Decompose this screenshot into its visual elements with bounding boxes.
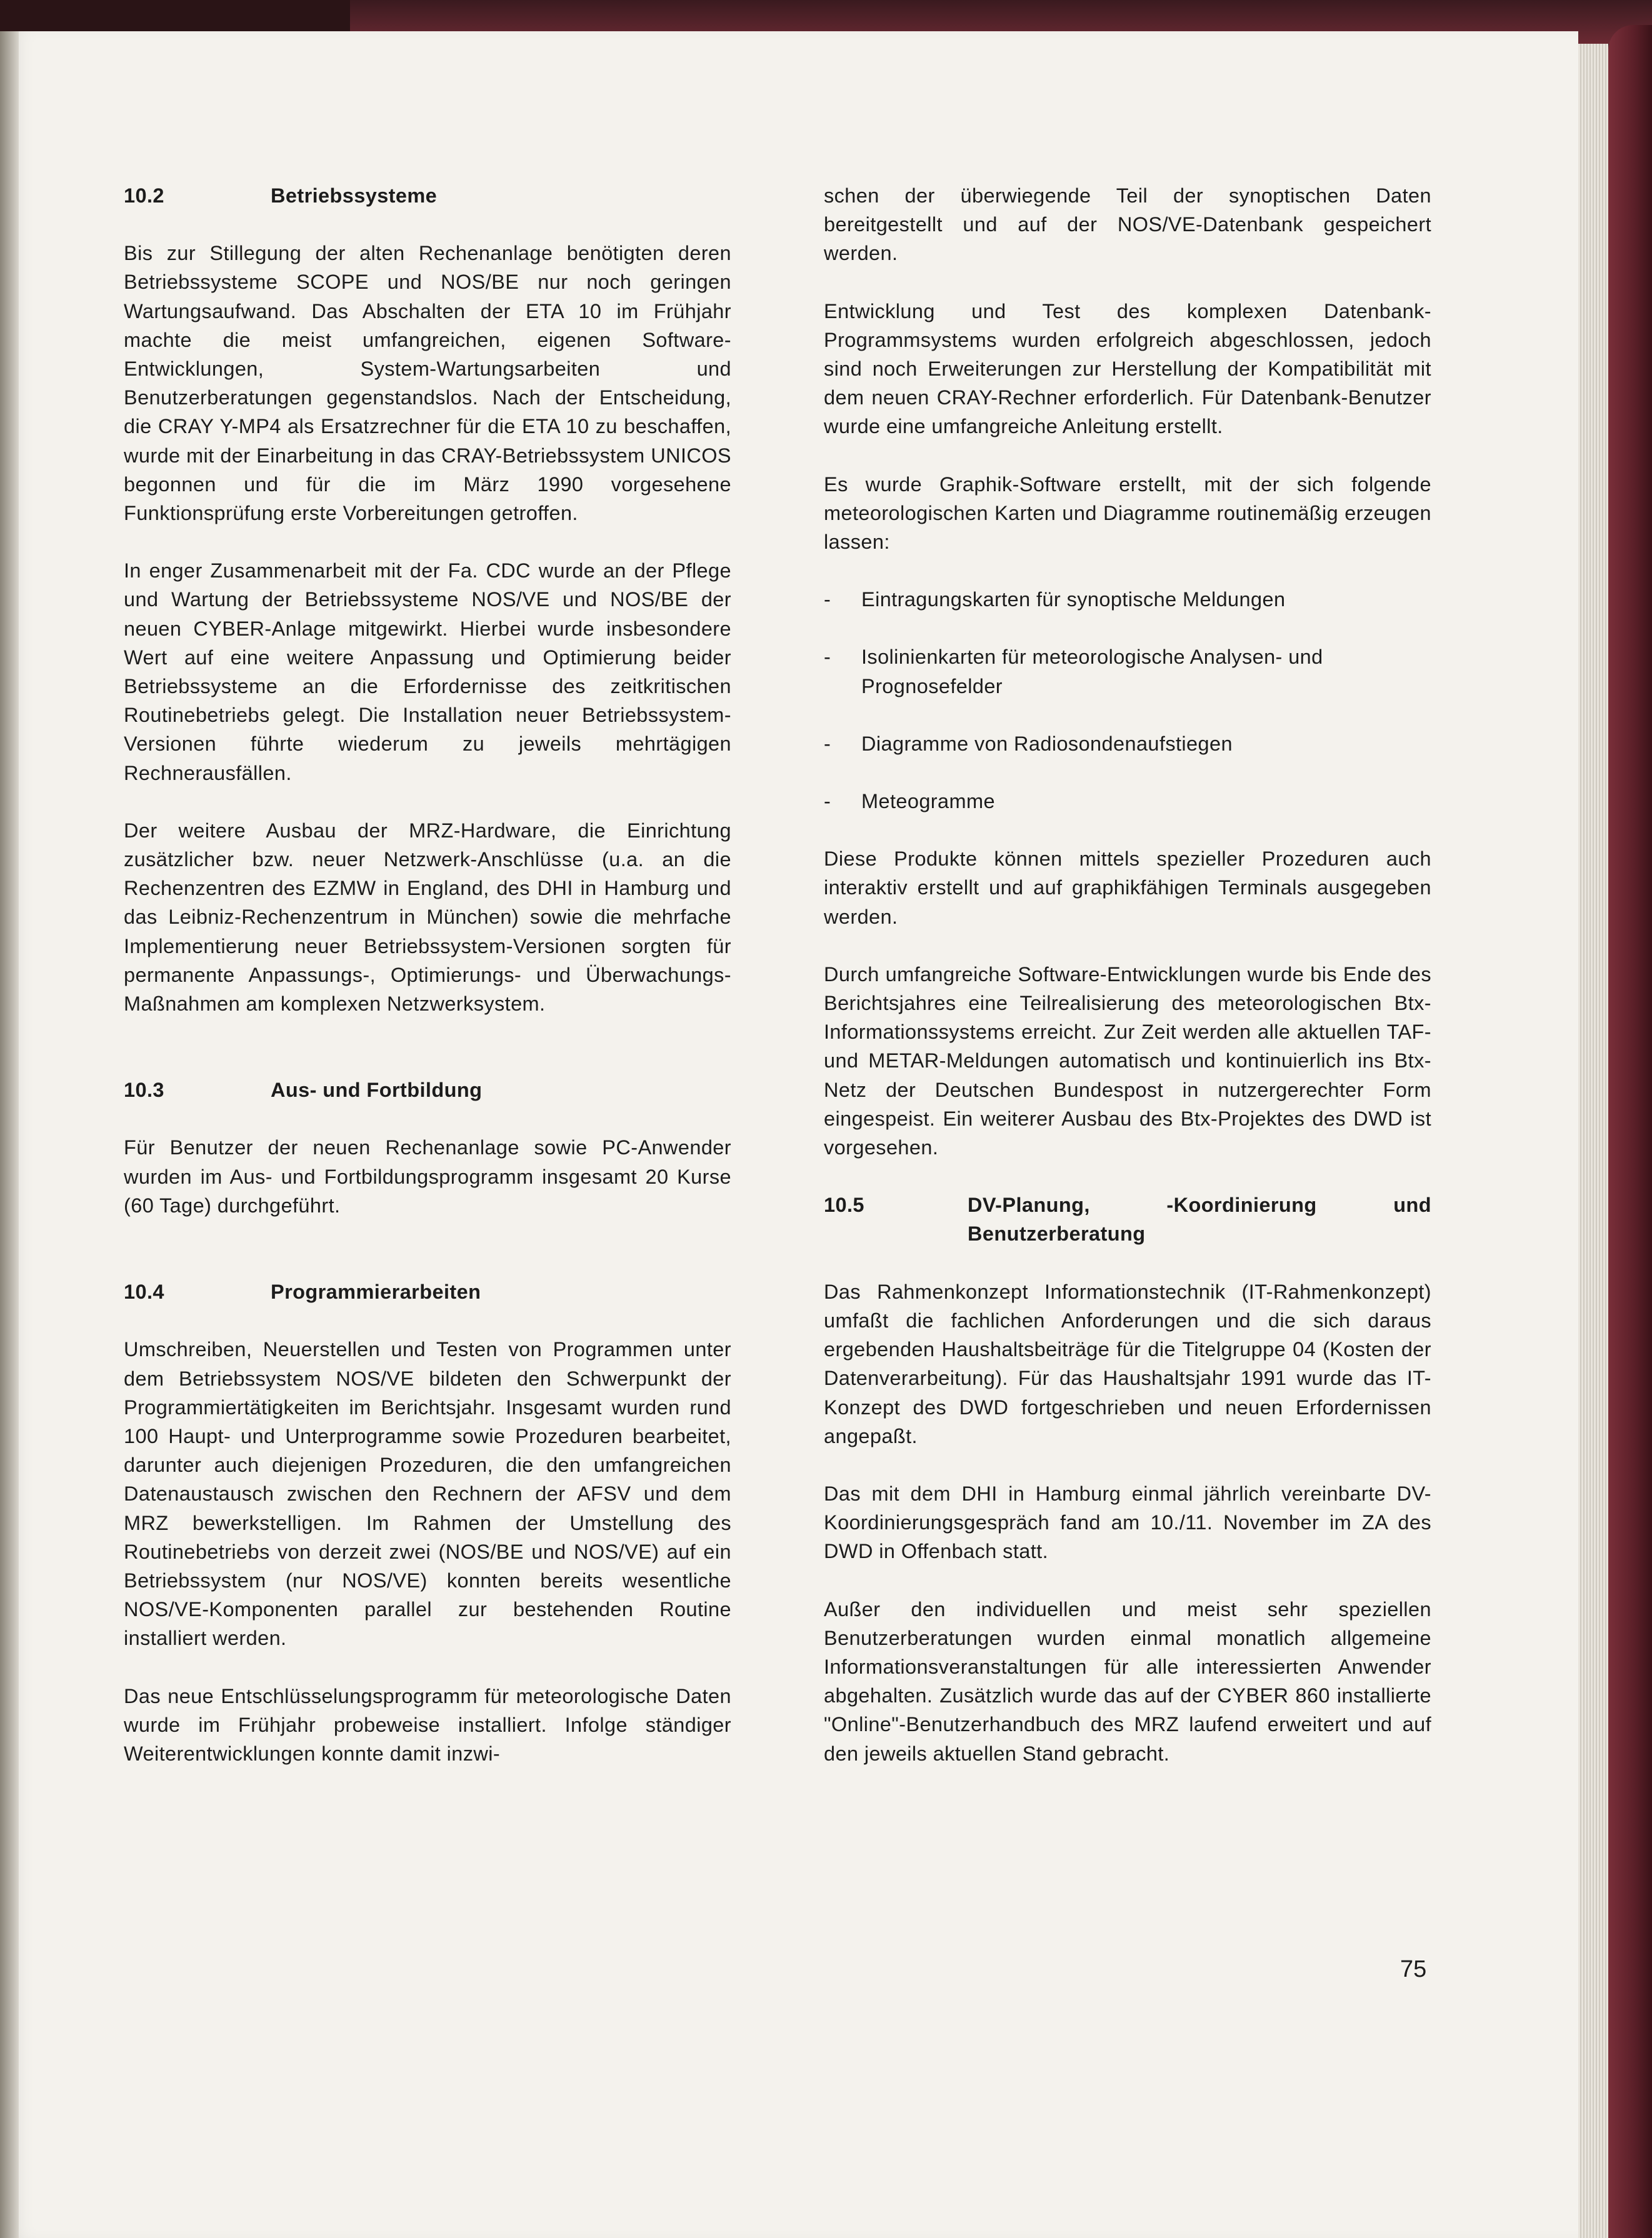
list-dash: - (824, 646, 831, 669)
section-title: DV-Planung, -Koordinierung und Benutzerberatung (968, 1194, 1431, 1246)
section-heading-10-2 (124, 181, 731, 210)
paragraph: Der weitere Ausbau der MRZ-Hardware, die Einrichtung zusätzlicher bzw. neuer Netzwerk-Anschlüsse (u.a. an die Rechenzentren des EZMW in England, des DHI in Hamburg und das Leibniz-Rechenzentrum in München) sowie die mehrfache Implementierung neuer Betriebssystem-Versionen sorgten für permanente Anpassungs-, Optimierungs- und Überwachungs-Maßnahmen am komplexen Netzwerksystem. (124, 819, 731, 1016)
paragraph: Für Benutzer der neuen Rechenanlage sowie PC-Anwender wurden im Aus- und Fortbildungsprogramm insgesamt 20 Kurse (60 Tage) durchgeführt. (124, 1136, 731, 1217)
list-item-text: Eintragungskarten für synoptische Meldungen (861, 588, 1286, 611)
paragraph: Außer den individuellen und meist sehr speziellen Benutzerberatungen wurden einmal monatlich allgemeine Informationsveranstaltungen für alle interessierten Anwender abgehalten. Zusätzlich wurde das auf der CYBER 860 installierte "Online"-Benutzerhandbuch des MRZ laufend erweitert und auf den jeweils aktuellen Stand gebracht. (824, 1597, 1431, 1765)
section-number: 10.5 (824, 1194, 864, 1217)
section-heading-10-5 (824, 1191, 1431, 1248)
list-dash: - (824, 588, 831, 611)
section-title: Programmierarbeiten (271, 1281, 481, 1304)
paragraph: Entwicklung und Test des komplexen Datenbank-Programmsystems wurden erfolgreich abgeschlossen, jedoch sind noch Erweiterungen zur Herstellung der Kompatibilität mit dem neuen CRAY-Rechner erforderlich. Für Datenbank-Benutzer wurde eine umfangreiche Anleitung erstellt. (824, 299, 1431, 438)
section-title: Aus- und Fortbildung (271, 1079, 483, 1102)
page-number: 75 (1400, 1956, 1427, 1982)
paragraph: In enger Zusammenarbeit mit der Fa. CDC wurde an der Pflege und Wartung der Betriebssysteme NOS/VE und NOS/BE der neuen CYBER-Anlage mitgewirkt. Hierbei wurde insbesondere Wert auf eine weitere Anpassung und Optimierung beider Betriebssysteme an die Erfordernisse des zeitkritischen Routinebetriebs gelegt. Die Installation neuer Betriebssystem-Versionen führte wiederum zu jeweils mehrtägigen Rechnerausfällen. (124, 559, 731, 784)
left-column (124, 181, 731, 1768)
right-column (824, 181, 1431, 1768)
paragraph: Durch umfangreiche Software-Entwicklungen wurde bis Ende des Berichtsjahres eine Teilrealisierung des meteorologischen Btx-Informationssystems erreicht. Zur Zeit werden alle aktuellen TAF- und METAR-Meldungen automatisch und kontinuierlich ins Btx-Netz der Deutschen Bundespost in nutzergerechter Form eingespeist. Ein weiterer Ausbau des Btx-Projektes des DWD ist vorgesehen. (824, 962, 1431, 1159)
list-item (824, 585, 1431, 614)
paragraph: Es wurde Graphik-Software erstellt, mit der sich folgende meteorologischen Karten und Diagramme routinemäßig erzeugen lassen: (824, 472, 1431, 554)
list-item (824, 642, 1431, 700)
section-number: 10.4 (124, 1281, 164, 1304)
paragraph: Umschreiben, Neuerstellen und Testen von Programmen unter dem Betriebssystem NOS/VE bildeten den Schwerpunkt der Programmiertätigkeiten im Berichtsjahr. Insgesamt wurden rund 100 Haupt- und Unterprogramme sowie Prozeduren bearbeitet, darunter auch diejenigen Prozeduren, die den umfangreichen Datenaustausch zwischen den Rechnern der AFSV und dem MRZ bewerkstelligen. Im Rahmen der Umstellung des Routinebetriebs von derzeit zwei (NOS/BE und NOS/VE) auf ein Betriebssystem (nur NOS/VE) konnten bereits wesentliche NOS/VE-Komponenten parallel zur bestehenden Routine installiert werden. (124, 1338, 731, 1650)
paragraph: Diese Produkte können mittels spezieller Prozeduren auch interaktiv erstellt und auf graphikfähigen Terminals ausgegeben werden. (824, 847, 1431, 928)
paragraph: Das mit dem DHI in Hamburg einmal jährlich vereinbarte DV-Koordinierungsgespräch fand am 10./11. November im ZA des DWD in Offenbach statt. (824, 1482, 1431, 1563)
list-item-text: Meteogramme (861, 790, 995, 813)
section-heading-10-3 (124, 1076, 731, 1104)
section-title: Betriebssysteme (271, 184, 438, 207)
previous-page-edge (0, 31, 19, 2238)
section-number: 10.3 (124, 1079, 164, 1102)
list-item-text: Isolinienkarten für meteorologische Analysen- und Prognosefelder (861, 646, 1323, 697)
list-item (824, 729, 1431, 758)
paragraph: Bis zur Stillegung der alten Rechenanlage benötigten deren Betriebssysteme SCOPE und NOS/BE nur noch geringen Wartungsaufwand. Das Abschalten der ETA 10 im Frühjahr machte die meist umfangreichen, eigenen Software-Entwicklungen, System-Wartungsarbeiten und Benutzerberatungen gegenstandslos. Nach der Entscheidung, die CRAY Y-MP4 als Ersatzrechner für die ETA 10 zu beschaffen, wurde mit der Einarbeitung in das CRAY-Betriebssystem UNICOS begonnen und für die im März 1990 vorgesehene Funktionsprüfung erste Vorbereitungen getroffen. (124, 242, 731, 525)
paragraph: Das Rahmenkonzept Informationstechnik (IT-Rahmenkonzept) umfaßt die fachlichen Anforderungen und die sich daraus ergebenden Haushaltsbeiträge für die Titelgruppe 04 (Kosten der Datenverarbeitung). Für das Haushaltsjahr 1991 wurde das IT-Konzept des DWD fortgeschrieben und neuen Erfordernissen angepaßt. (824, 1280, 1431, 1447)
section-heading-10-4 (124, 1277, 731, 1306)
list-item (824, 787, 1431, 816)
page-stack-edges (1578, 44, 1608, 2238)
book-binding-right (1608, 25, 1652, 2238)
list-dash: - (824, 790, 831, 813)
paragraph: schen der überwiegende Teil der synoptischen Daten bereitgestellt und auf der NOS/VE-Datenbank gespeichert werden. (824, 184, 1431, 265)
list-item-text: Diagramme von Radiosondenaufstiegen (861, 732, 1233, 755)
list-dash: - (824, 732, 831, 755)
section-number: 10.2 (124, 184, 164, 207)
paragraph: Das neue Entschlüsselungsprogramm für meteorologische Daten wurde im Frühjahr probeweise installiert. Infolge ständiger Weiterentwicklungen konnte damit inzwi- (124, 1684, 731, 1765)
